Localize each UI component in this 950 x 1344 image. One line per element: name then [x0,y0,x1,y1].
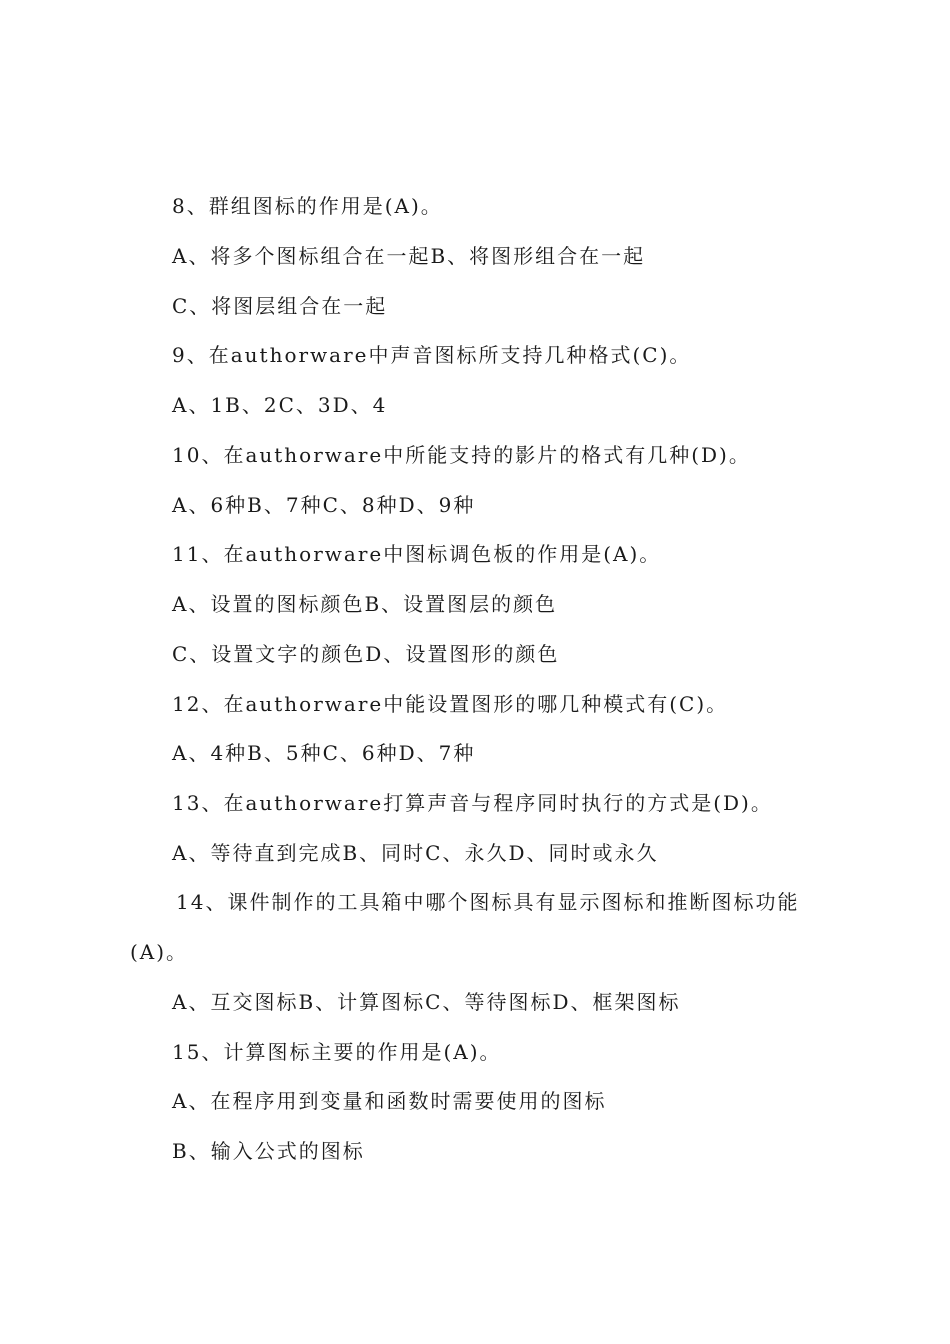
question-11-options-1: A、设置的图标颜色B、设置图层的颜色 [172,592,558,616]
question-15: 15、计算图标主要的作用是(A)。 [172,1040,502,1064]
question-10-options: A、6种B、7种C、8种D、9种 [172,493,476,517]
question-13: 13、在authorware打算声音与程序同时执行的方式是(D)。 [172,791,773,815]
question-11-options-2: C、设置文字的颜色D、设置图形的颜色 [172,642,560,666]
question-14: 14、课件制作的工具箱中哪个图标具有显示图标和推断图标功能 [176,890,800,914]
question-12-options: A、4种B、5种C、6种D、7种 [172,741,476,765]
question-15-option-a: A、在程序用到变量和函数时需要使用的图标 [172,1089,607,1113]
question-14-options: A、互交图标B、计算图标C、等待图标D、框架图标 [172,990,681,1014]
question-11: 11、在authorware中图标调色板的作用是(A)。 [172,542,662,566]
question-10: 10、在authorware中所能支持的影片的格式有几种(D)。 [172,443,751,467]
question-14-continuation: (A)。 [130,940,189,964]
question-13-options: A、等待直到完成B、同时C、永久D、同时或永久 [172,841,659,865]
question-9: 9、在authorware中声音图标所支持几种格式(C)。 [172,343,692,367]
question-8: 8、群组图标的作用是(A)。 [172,194,443,218]
question-8-options-2: C、将图层组合在一起 [172,294,388,318]
question-15-option-b: B、输入公式的图标 [172,1139,365,1163]
question-9-options: A、1B、2C、3D、4 [172,393,388,417]
question-12: 12、在authorware中能设置图形的哪几种模式有(C)。 [172,692,729,716]
question-8-options-1: A、将多个图标组合在一起B、将图形组合在一起 [172,244,646,268]
